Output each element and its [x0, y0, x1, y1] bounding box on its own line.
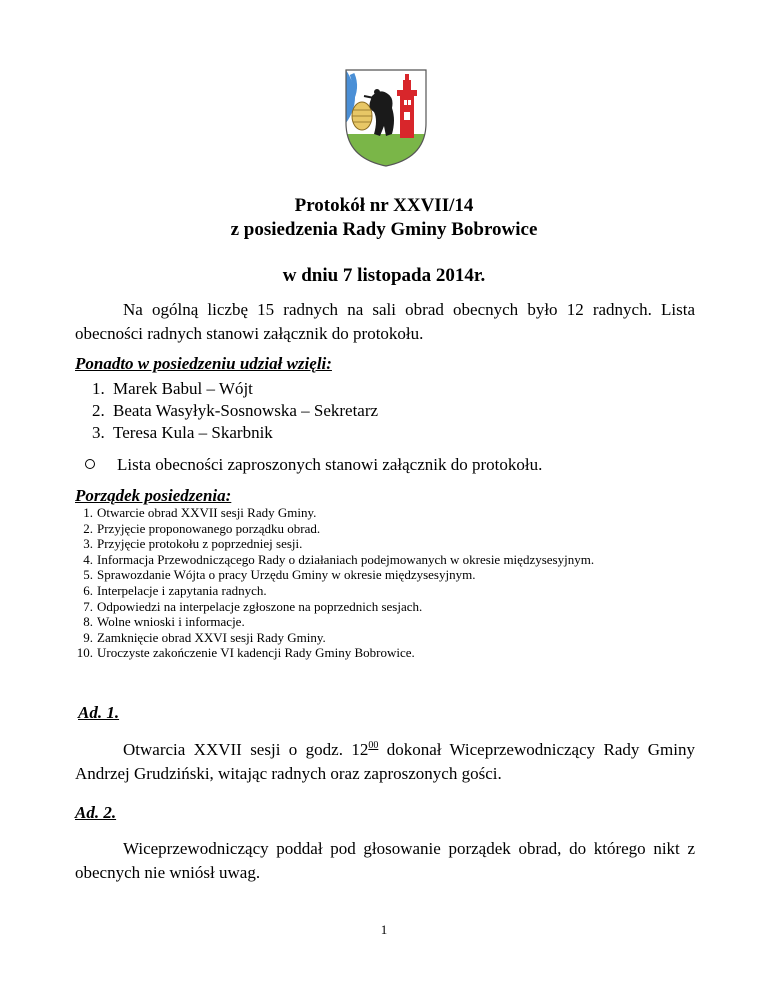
list-item: 5. Sprawozdanie Wójta o pracy Urzędu Gminy w okresie międzysesyjnym. [83, 567, 476, 583]
time-superscript: 00 [368, 740, 379, 751]
list-item: 3. Przyjęcie protokołu z poprzedniej sesji. [83, 536, 303, 552]
list-item: 2. Przyjęcie proponowanego porządku obrad. [83, 520, 321, 536]
agenda-list [75, 505, 695, 661]
list-item: 1. Otwarcie obrad XXVII sesji Rady Gminy. [83, 505, 317, 520]
protocol-subtitle: z posiedzenia Rady Gminy Bobrowice [230, 219, 538, 240]
list-item: 8. Wolne wnioski i informacje. [83, 614, 245, 630]
coat-of-arms-icon [344, 68, 428, 168]
list-item: 1. Marek Babul – Wójt [92, 379, 253, 398]
list-item: 6. Interpelacje i zapytania radnych. [83, 582, 267, 598]
session-date: w dniu 7 listopada 2014r. [282, 265, 486, 286]
page-number: 1 [380, 922, 388, 937]
circle-bullet-icon [85, 459, 95, 469]
attendees-list [75, 378, 378, 444]
ad2-heading: Ad. 2. [75, 803, 117, 822]
list-item: 3. Teresa Kula – Skarbnik [92, 423, 273, 442]
attendees-heading: Ponadto w posiedzeniu udział wzięli: [75, 354, 332, 373]
ad1-heading: Ad. 1. [78, 703, 120, 722]
intro-paragraph: Na ogólną liczbę 15 radnych na sali obrad obecnych było 12 radnych. Lista obecności radnych stanowi załącznik do protokołu. [75, 300, 695, 343]
ad1-paragraph: Otwarcia XXVII sesji o godz. $12^{00}$ dokonał Wiceprzewodniczący Rady Gminy Andrzej Grudziński, witając radnych oraz zaproszonych gości. [75, 740, 695, 783]
list-item: 10. Uroczyste zakończenie VI kadencji Rady Gminy Bobrowice. [76, 645, 415, 661]
list-item: 7. Odpowiedzi na interpelacje zgłoszone na poprzednich sesjach. [83, 598, 423, 614]
protocol-title: Protokół nr XXVII/14 [294, 195, 474, 216]
list-item: 9. Zamknięcie obrad XXVI sesji Rady Gminy. [83, 629, 326, 645]
list-item: 2. Beata Wasyłyk-Sosnowska – Sekretarz [92, 401, 379, 420]
agenda-heading: Porządek posiedzenia: [75, 486, 232, 505]
ad2-paragraph: Wiceprzewodniczący poddał pod głosowanie porządek obrad, do którego nikt z obecnych nie wniósł uwag. [75, 839, 695, 882]
attendance-note: Lista obecności zaproszonych stanowi załącznik do protokołu. [85, 455, 542, 475]
list-item: 4. Informacja Przewodniczącego Rady o działaniach podejmowanych w okresie międzysesyjnym. [83, 551, 595, 567]
